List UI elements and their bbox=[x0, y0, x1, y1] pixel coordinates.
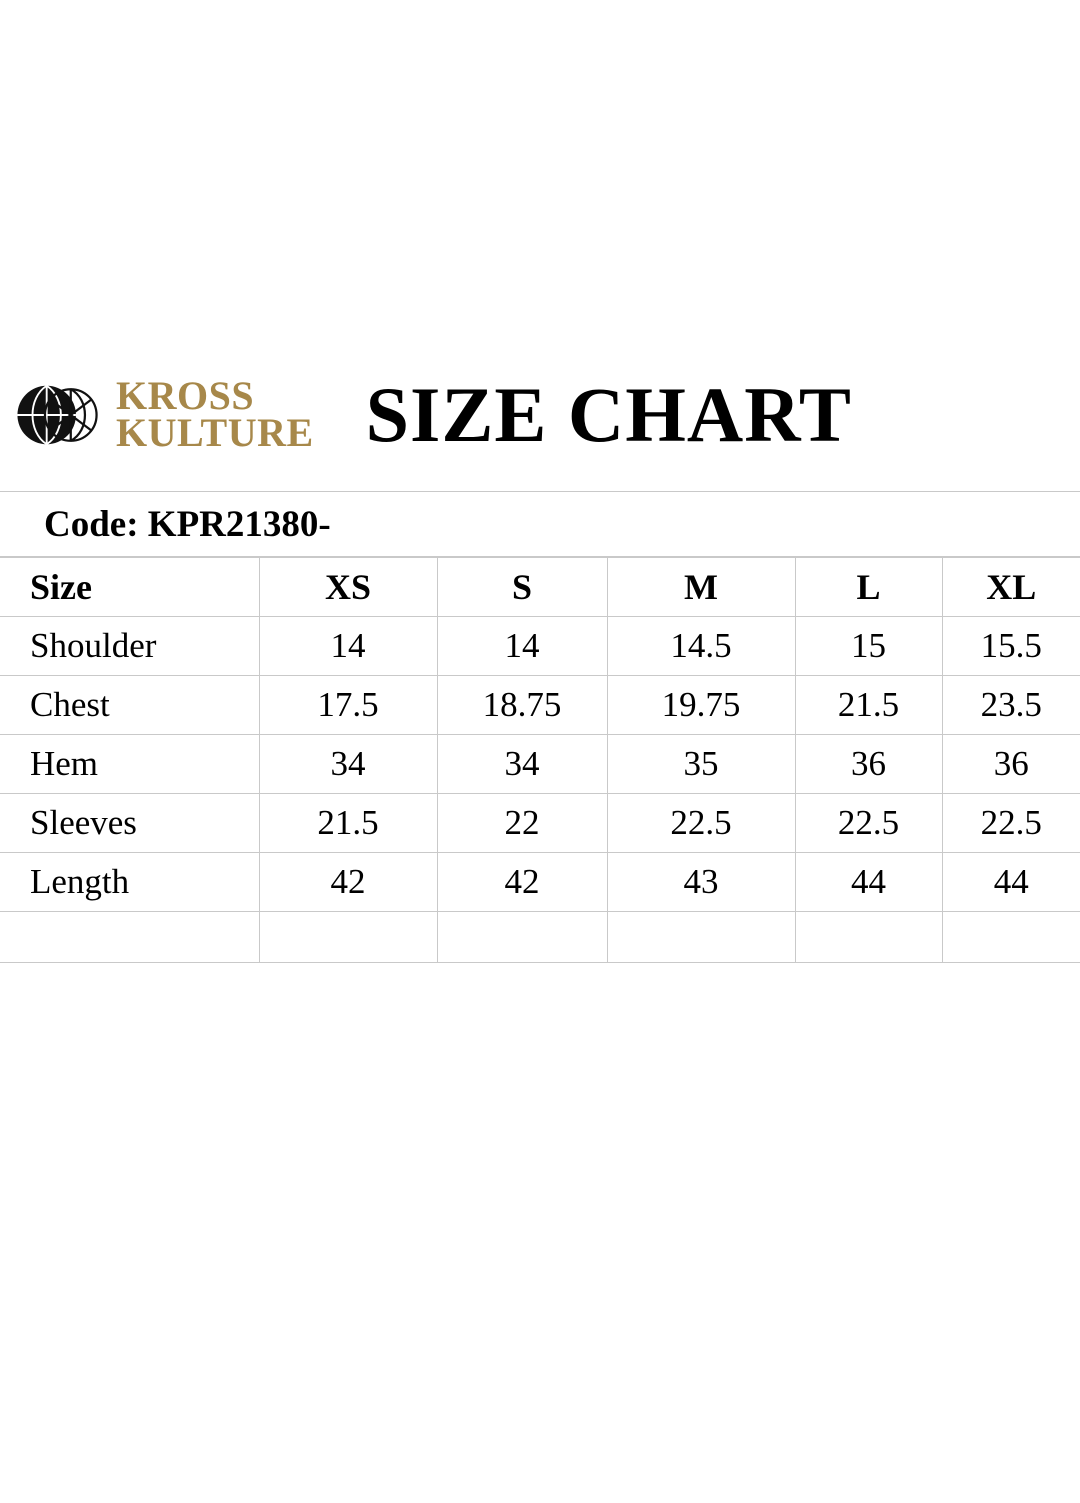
column-header-xs: XS bbox=[259, 558, 437, 617]
cell-hem-xl: 36 bbox=[942, 735, 1080, 794]
cell-length-m: 43 bbox=[607, 853, 795, 912]
cell-hem-m: 35 bbox=[607, 735, 795, 794]
brand-wordmark bbox=[116, 372, 314, 455]
brand-lockup bbox=[14, 372, 314, 458]
table-row bbox=[0, 735, 1080, 794]
cell-sleeves-xs: 21.5 bbox=[259, 794, 437, 853]
column-header-s: S bbox=[437, 558, 607, 617]
row-label-shoulder: Shoulder bbox=[0, 617, 259, 676]
cell-length-s: 42 bbox=[437, 853, 607, 912]
cell-length-xl: 44 bbox=[942, 853, 1080, 912]
cell-chest-m: 19.75 bbox=[607, 676, 795, 735]
column-header-m: M bbox=[607, 558, 795, 617]
cell-hem-xs: 34 bbox=[259, 735, 437, 794]
row-label-chest: Chest bbox=[0, 676, 259, 735]
brand-name-line2: KULTURE bbox=[116, 409, 314, 455]
brand-name-line1: KROSS bbox=[116, 372, 255, 418]
row-label-length: Length bbox=[0, 853, 259, 912]
cell-sleeves-m: 22.5 bbox=[607, 794, 795, 853]
cell-shoulder-l: 15 bbox=[795, 617, 942, 676]
row-label-sleeves: Sleeves bbox=[0, 794, 259, 853]
document-header bbox=[0, 338, 1080, 491]
column-header-size: Size bbox=[0, 558, 259, 617]
size-measurements-table bbox=[0, 557, 1080, 963]
cell-empty-m bbox=[607, 912, 795, 963]
table-row bbox=[0, 794, 1080, 853]
cell-empty-l bbox=[795, 912, 942, 963]
cell-sleeves-l: 22.5 bbox=[795, 794, 942, 853]
cell-shoulder-xl: 15.5 bbox=[942, 617, 1080, 676]
cell-shoulder-s: 14 bbox=[437, 617, 607, 676]
cell-shoulder-m: 14.5 bbox=[607, 617, 795, 676]
cell-chest-l: 21.5 bbox=[795, 676, 942, 735]
row-label-empty bbox=[0, 912, 259, 963]
cell-sleeves-s: 22 bbox=[437, 794, 607, 853]
kross-kulture-logo-icon bbox=[14, 372, 100, 458]
cell-hem-l: 36 bbox=[795, 735, 942, 794]
row-label-hem: Hem bbox=[0, 735, 259, 794]
column-header-l: L bbox=[795, 558, 942, 617]
product-code-label: Code: KPR21380- bbox=[44, 503, 331, 545]
cell-empty-xs bbox=[259, 912, 437, 963]
cell-chest-xs: 17.5 bbox=[259, 676, 437, 735]
table-row bbox=[0, 676, 1080, 735]
table-row-empty bbox=[0, 912, 1080, 963]
product-code-row bbox=[0, 492, 1080, 557]
cell-chest-xl: 23.5 bbox=[942, 676, 1080, 735]
cell-sleeves-xl: 22.5 bbox=[942, 794, 1080, 853]
cell-chest-s: 18.75 bbox=[437, 676, 607, 735]
table-header-row bbox=[0, 558, 1080, 617]
table-row bbox=[0, 617, 1080, 676]
cell-hem-s: 34 bbox=[437, 735, 607, 794]
cell-length-l: 44 bbox=[795, 853, 942, 912]
cell-length-xs: 42 bbox=[259, 853, 437, 912]
cell-empty-xl bbox=[942, 912, 1080, 963]
page-title: SIZE CHART bbox=[365, 370, 852, 458]
cell-shoulder-xs: 14 bbox=[259, 617, 437, 676]
column-header-xl: XL bbox=[942, 558, 1080, 617]
table-row bbox=[0, 853, 1080, 912]
cell-empty-s bbox=[437, 912, 607, 963]
